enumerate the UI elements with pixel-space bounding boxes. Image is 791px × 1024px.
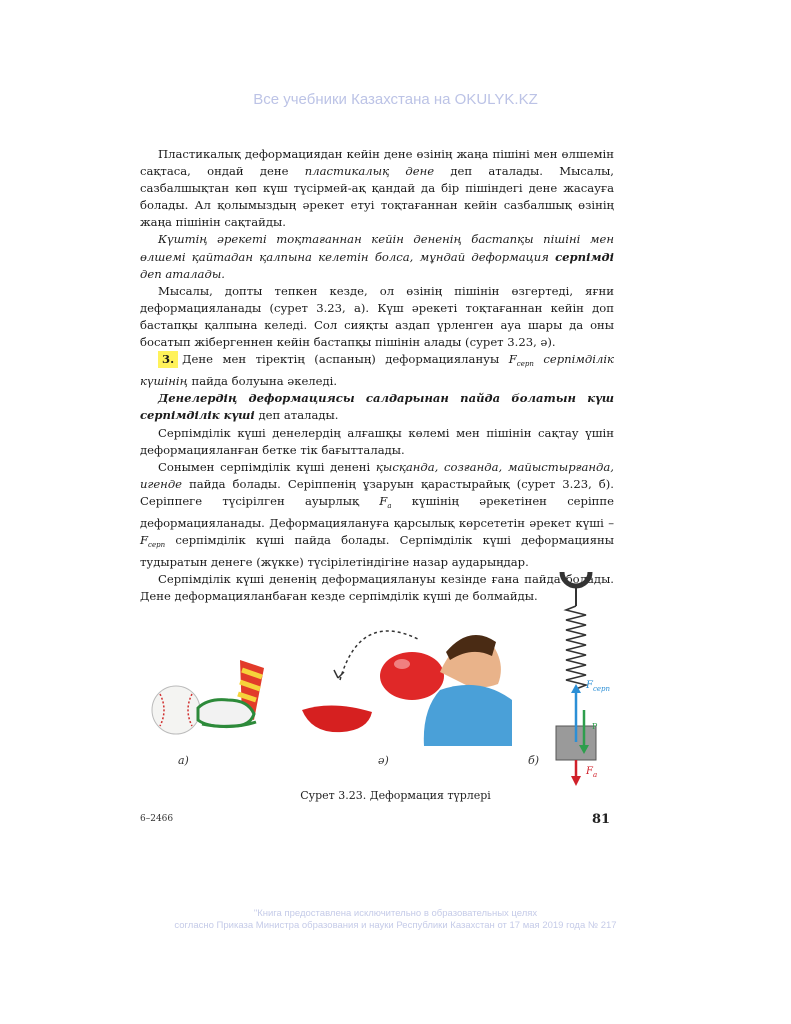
- watermark-line: "Книга предоставлена исключительно в образовательных целях: [253, 908, 538, 919]
- paragraph-conclusion: Серпімділік күші дененің деформациялануы кезінде ғана пайда болады. Дене деформацияланбаған кезде серпімділік күші де болмайды.: [140, 572, 614, 604]
- text-run: серпімділік күші пайда болады. Серпімділік күші деформацияны тудыратын денеге (жүкке) түсірілетіндігіне назар аударыңдар.: [140, 533, 614, 570]
- watermark-top: Все учебники Казахстана на OKULYK.KZ: [253, 91, 538, 108]
- definition-elastic-force: [140, 390, 614, 424]
- force-subscript: серп: [592, 685, 611, 693]
- term-plastic-body: пластикалық дене: [304, 164, 435, 179]
- watermark-bottom: [0, 908, 791, 932]
- figure-label-ae: ә): [378, 754, 389, 767]
- force-letter: F: [586, 766, 593, 777]
- force-down-label: [586, 766, 597, 779]
- figure-label-a: а): [178, 754, 189, 767]
- term-deformation-types: қысқанда, созғанда, майыстырғанда, игенде: [140, 459, 614, 491]
- text-run: Дене мен тіректің (аспаның) деформациялануы: [182, 352, 509, 367]
- term-elastic: серпімді: [555, 249, 614, 264]
- rule-3: [140, 351, 614, 390]
- paragraph-plastic-body: [140, 146, 614, 231]
- force-letter: F: [379, 493, 388, 508]
- force-letter: F: [508, 352, 517, 367]
- force-gravity-symbol: [379, 494, 391, 508]
- print-code: 6–2466: [140, 814, 174, 824]
- term-elastic-force: серпімділік күшінің: [140, 352, 614, 389]
- force-letter: F: [140, 533, 149, 548]
- figure-3-23: [140, 560, 620, 790]
- rule-number-highlight: 3.: [158, 351, 178, 368]
- text-run: пайда болады. Серіппенің ұзаруын қарастырайық (сурет 3.23, б). Серіппеге түсірілген ауырлық: [140, 476, 614, 508]
- term-elastic-force-def: Денелердің деформациясы салдарынан пайда болатын күш серпімділік күші: [140, 391, 614, 423]
- force-subscript: а: [592, 771, 598, 779]
- force-up-label: [586, 680, 610, 693]
- figure-label-b: б): [528, 754, 540, 767]
- text-run: деп аталады. Мысалы, сазбалшықтан көп күш түсірмей-ақ қандай да бір пішіндегі дене жасауға болады. Ал қолымыздың әрекет етуі тоқтағаннан кейін сазбалшық өзінің жаңа пішінін сақтайды.: [140, 164, 614, 230]
- paragraph-spring: [140, 459, 614, 572]
- text-run: деп аталады.: [140, 266, 225, 281]
- text-run: пайда болуына әкеледі.: [187, 374, 338, 389]
- force-elastic-symbol: [508, 352, 534, 369]
- definition-elastic: [140, 231, 614, 282]
- text-run: күшінің әрекетінен серіппе деформацияланады. Деформациялануға қарсылық көрсететін әрекет күші –: [140, 493, 614, 530]
- page-text: [140, 146, 614, 605]
- figure-caption: Сурет 3.23. Деформация түрлері: [300, 789, 491, 802]
- ball-kick-illustration: [152, 660, 264, 734]
- force-elastic-symbol-2: [140, 533, 166, 550]
- force-subscript: серп: [148, 541, 166, 550]
- text-run: Пластикалық деформациядан кейін дене өзінің жаңа пішіні мен өлшемін сақтаса, ондай дене: [140, 147, 614, 179]
- force-subscript: а: [387, 501, 392, 510]
- force-letter: F: [586, 680, 593, 691]
- spring-illustration: [556, 572, 596, 786]
- text-run: Сонымен серпімділік күші денені: [158, 459, 376, 474]
- weight-letter: Р: [592, 722, 598, 731]
- balloon-illustration: [302, 631, 512, 746]
- paragraph-ball-example: Мысалы, допты тепкен кезде, ол өзінің пішінін өзгертеді, яғни деформацияланады (сурет 3.23, а). Күш әрекеті тоқтағаннан кейін доп бастапқы қалпына келеді. Сол сияқты аздап үрленген ауа шары да оны босатып жібергеннен кейін бастапқы пішінін алады (сурет 3.23, ә).: [140, 283, 614, 350]
- page-number: 81: [592, 812, 611, 827]
- text-run: деп аталады.: [254, 408, 339, 423]
- watermark-line: согласно Приказа Министра образования и науки Республики Казахстан от 17 мая 2019 года № 217: [174, 920, 617, 931]
- paragraph-direction: Серпімділік күші денелердің алғашқы көлемі мен пішінін сақтау үшін деформацияланған бетке тік бағытталады.: [140, 425, 614, 457]
- text-run: Күштің әрекеті тоқтағаннан кейін дененің бастапқы пішіні мен өлшемі қайтадан қалпына келетін болса, мұндай деформация: [140, 232, 614, 264]
- force-subscript: серп: [516, 360, 534, 369]
